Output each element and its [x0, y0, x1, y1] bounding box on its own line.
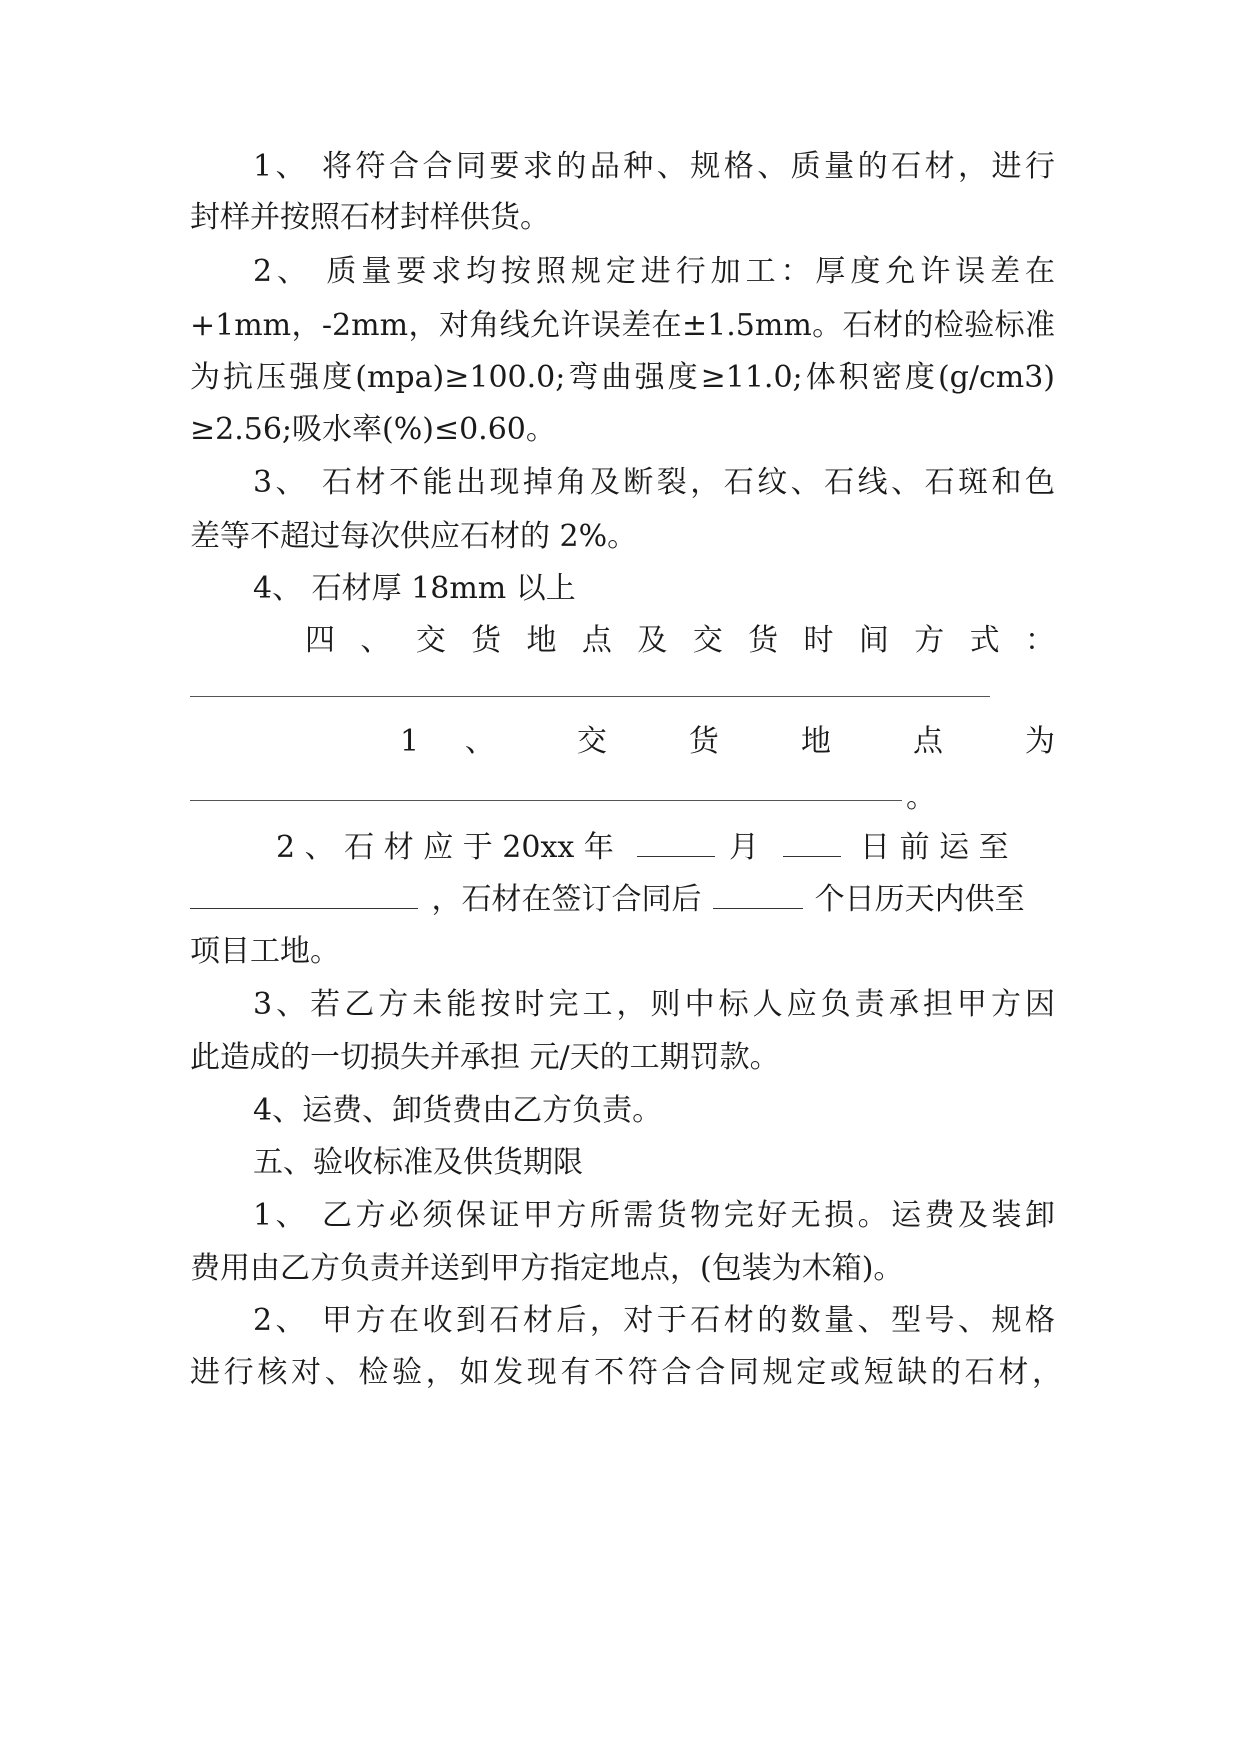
clause-4-4-line: 4、运费、卸货费由乙方负责。 — [253, 1093, 663, 1128]
clause-3-3-line-1: 3、 石材不能出现掉角及断裂，石纹、石线、石斑和色 — [253, 465, 1055, 500]
clause-5-2-line-1: 2、 甲方在收到石材后，对于石材的数量、型号、规格 — [253, 1303, 1055, 1338]
clause-4-2-supply-text: 个日历天内供至 — [814, 882, 1025, 917]
clause-3-2-line-1: 2、 质量要求均按照规定进行加工：厚度允许误差在 — [253, 254, 1055, 289]
clause-4-3-line-1: 3、若乙方未能按时完工，则中标人应负责承担甲方因 — [253, 987, 1055, 1022]
clause-4-3-line-2: 此造成的一切损失并承担 元/天的工期罚款。 — [190, 1040, 780, 1075]
clause-4-2-line-3: 项目工地。 — [190, 934, 340, 969]
section-5-heading: 五、验收标准及供货期限 — [253, 1145, 583, 1180]
delivery-location-blank — [190, 800, 902, 801]
clause-3-3-line-2: 差等不超过每次供应石材的 2%。 — [190, 519, 638, 554]
clause-5-2-line-2: 进行核对、检验，如发现有不符合合同规定或短缺的石材， — [190, 1355, 1062, 1390]
clause-4-2-line-2 — [190, 870, 1055, 930]
clause-4-1-end-mark: 。 — [906, 780, 936, 815]
clause-3-4-line: 4、 石材厚 18mm 以上 — [253, 571, 576, 606]
section-4-blank-line — [190, 696, 990, 697]
destination-blank — [190, 882, 418, 909]
section-4-heading: 四、交货地点及交货时间方式： — [305, 623, 1055, 658]
month-label: 月 — [728, 830, 759, 865]
clause-5-1-line-2: 费用由乙方负责并送到甲方指定地点，(包装为木箱)。 — [190, 1251, 904, 1286]
clause-5-1-line-1: 1、 乙方必须保证甲方所需货物完好无损。运费及装卸 — [253, 1198, 1055, 1233]
clause-3-1-line-1: 1、 将符合合同要求的品种、规格、质量的石材，进行 — [253, 149, 1055, 184]
clause-4-2-tail-text: 日 前 运 至 — [860, 830, 1009, 865]
clause-3-2-line-4: ≥2.56;吸水率(%)≤0.60。 — [190, 412, 556, 447]
clause-4-1-line-1: 1 、 交 货 地 点 为 — [400, 724, 1055, 759]
clause-4-2-contract-text: ，石材在签订合同后 — [431, 882, 702, 917]
clause-3-1-line-2: 封样并按照石材封样供货。 — [190, 200, 550, 235]
clause-3-2-line-3: 为抗压强度(mpa)≥100.0;弯曲强度≥11.0;体积密度(g/cm3) — [190, 360, 1055, 395]
clause-4-2-line-1 — [276, 818, 1056, 878]
clause-3-2-line-2: +1mm，-2mm，对角线允许误差在±1.5mm。石材的检验标准 — [190, 308, 1055, 343]
day-blank — [783, 830, 841, 857]
calendar-days-blank — [713, 882, 803, 909]
clause-4-2-lead-text: 2 、 石 材 应 于 20xx 年 — [276, 830, 614, 865]
month-blank — [637, 830, 715, 857]
